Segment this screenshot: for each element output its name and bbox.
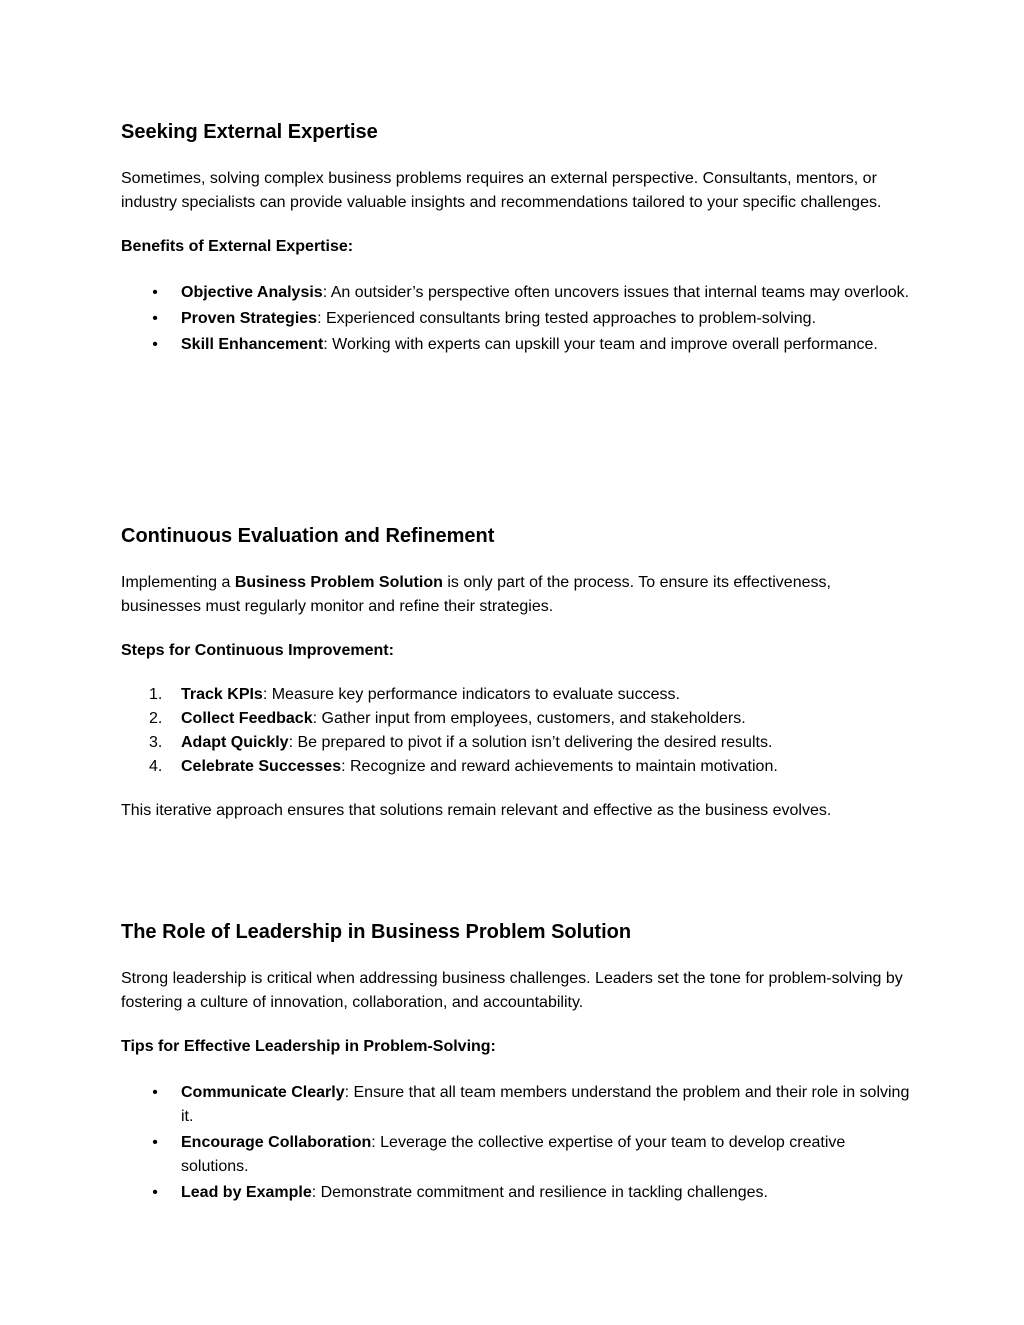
section-continuous-evaluation <box>121 523 911 823</box>
item-term: Proven Strategies <box>181 310 318 327</box>
item-term: Encourage Collaboration <box>181 1134 372 1151</box>
list-item <box>121 683 911 707</box>
item-text: : Recognize and reward achievements to maintain motivation. <box>341 758 778 775</box>
list-item <box>121 333 911 357</box>
item-number: 2. <box>149 710 163 727</box>
intro-bold-text: Business Problem Solution <box>234 574 443 591</box>
section-subheading: Tips for Effective Leadership in Problem-Solving: <box>121 1038 496 1055</box>
item-term: Skill Enhancement <box>181 336 324 353</box>
bullet-icon: • <box>152 1184 158 1201</box>
section-subheading: Steps for Continuous Improvement: <box>121 642 394 659</box>
list-item <box>121 755 911 779</box>
section-heading: Seeking External Expertise <box>121 121 378 143</box>
item-term: Celebrate Successes <box>181 758 342 775</box>
item-number: 3. <box>149 734 163 751</box>
section-heading: Continuous Evaluation and Refinement <box>121 525 495 547</box>
section-external-expertise <box>121 119 911 357</box>
item-text: : Gather input from employees, customers, and stakeholders. <box>312 710 746 727</box>
item-term: Objective Analysis <box>181 284 323 301</box>
list-item <box>121 1131 911 1179</box>
item-term: Communicate Clearly <box>181 1084 345 1101</box>
section-leadership <box>121 919 911 1205</box>
bullet-icon: • <box>152 336 158 353</box>
item-term: Adapt Quickly <box>181 734 289 751</box>
bullet-icon: • <box>152 310 158 327</box>
intro-text: is only part of the process. To ensure its effectiveness, businesses must regularly monitor and refine their strategies. <box>121 574 831 615</box>
item-term: Track KPIs <box>181 686 263 703</box>
bullet-icon: • <box>152 1134 158 1151</box>
numbered-list <box>121 683 911 779</box>
list-item <box>121 707 911 731</box>
item-text: : Demonstrate commitment and resilience in tackling challenges. <box>311 1184 768 1201</box>
list-item <box>121 731 911 755</box>
section-closing: This iterative approach ensures that solutions remain relevant and effective as the business evolves. <box>121 802 832 819</box>
item-text: : Be prepared to pivot if a solution isn’t delivering the desired results. <box>288 734 773 751</box>
item-term: Collect Feedback <box>181 710 313 727</box>
section-intro <box>121 571 911 619</box>
item-text: : Leverage the collective expertise of your team to develop creative solutions. <box>181 1134 846 1175</box>
bullet-icon: • <box>152 284 158 301</box>
bullet-list <box>121 1081 911 1205</box>
intro-text: Implementing a <box>121 574 235 591</box>
item-number: 1. <box>149 686 163 703</box>
item-text: : An outsider’s perspective often uncovers issues that internal teams may overlook. <box>322 284 910 301</box>
item-text: : Ensure that all team members understand the problem and their role in solving it. <box>181 1084 910 1125</box>
list-item <box>121 1181 911 1205</box>
item-text: : Measure key performance indicators to evaluate success. <box>262 686 680 703</box>
list-item <box>121 281 911 305</box>
item-number: 4. <box>149 758 163 775</box>
section-intro: Strong leadership is critical when addressing business challenges. Leaders set the tone for problem-solving by fostering a culture of innovation, collaboration, and accountability. <box>121 970 903 1011</box>
item-text: : Working with experts can upskill your team and improve overall performance. <box>323 336 878 353</box>
section-intro: Sometimes, solving complex business problems requires an external perspective. Consultants, mentors, or industry specialists can provide valuable insights and recommendations tailored to your specific challenges. <box>121 170 882 211</box>
list-item <box>121 1081 911 1129</box>
item-text: : Experienced consultants bring tested approaches to problem-solving. <box>317 310 817 327</box>
section-heading: The Role of Leadership in Business Problem Solution <box>121 921 632 943</box>
section-subheading: Benefits of External Expertise: <box>121 238 354 255</box>
bullet-list <box>121 281 911 357</box>
bullet-icon: • <box>152 1084 158 1101</box>
list-item <box>121 307 911 331</box>
item-term: Lead by Example <box>181 1184 312 1201</box>
